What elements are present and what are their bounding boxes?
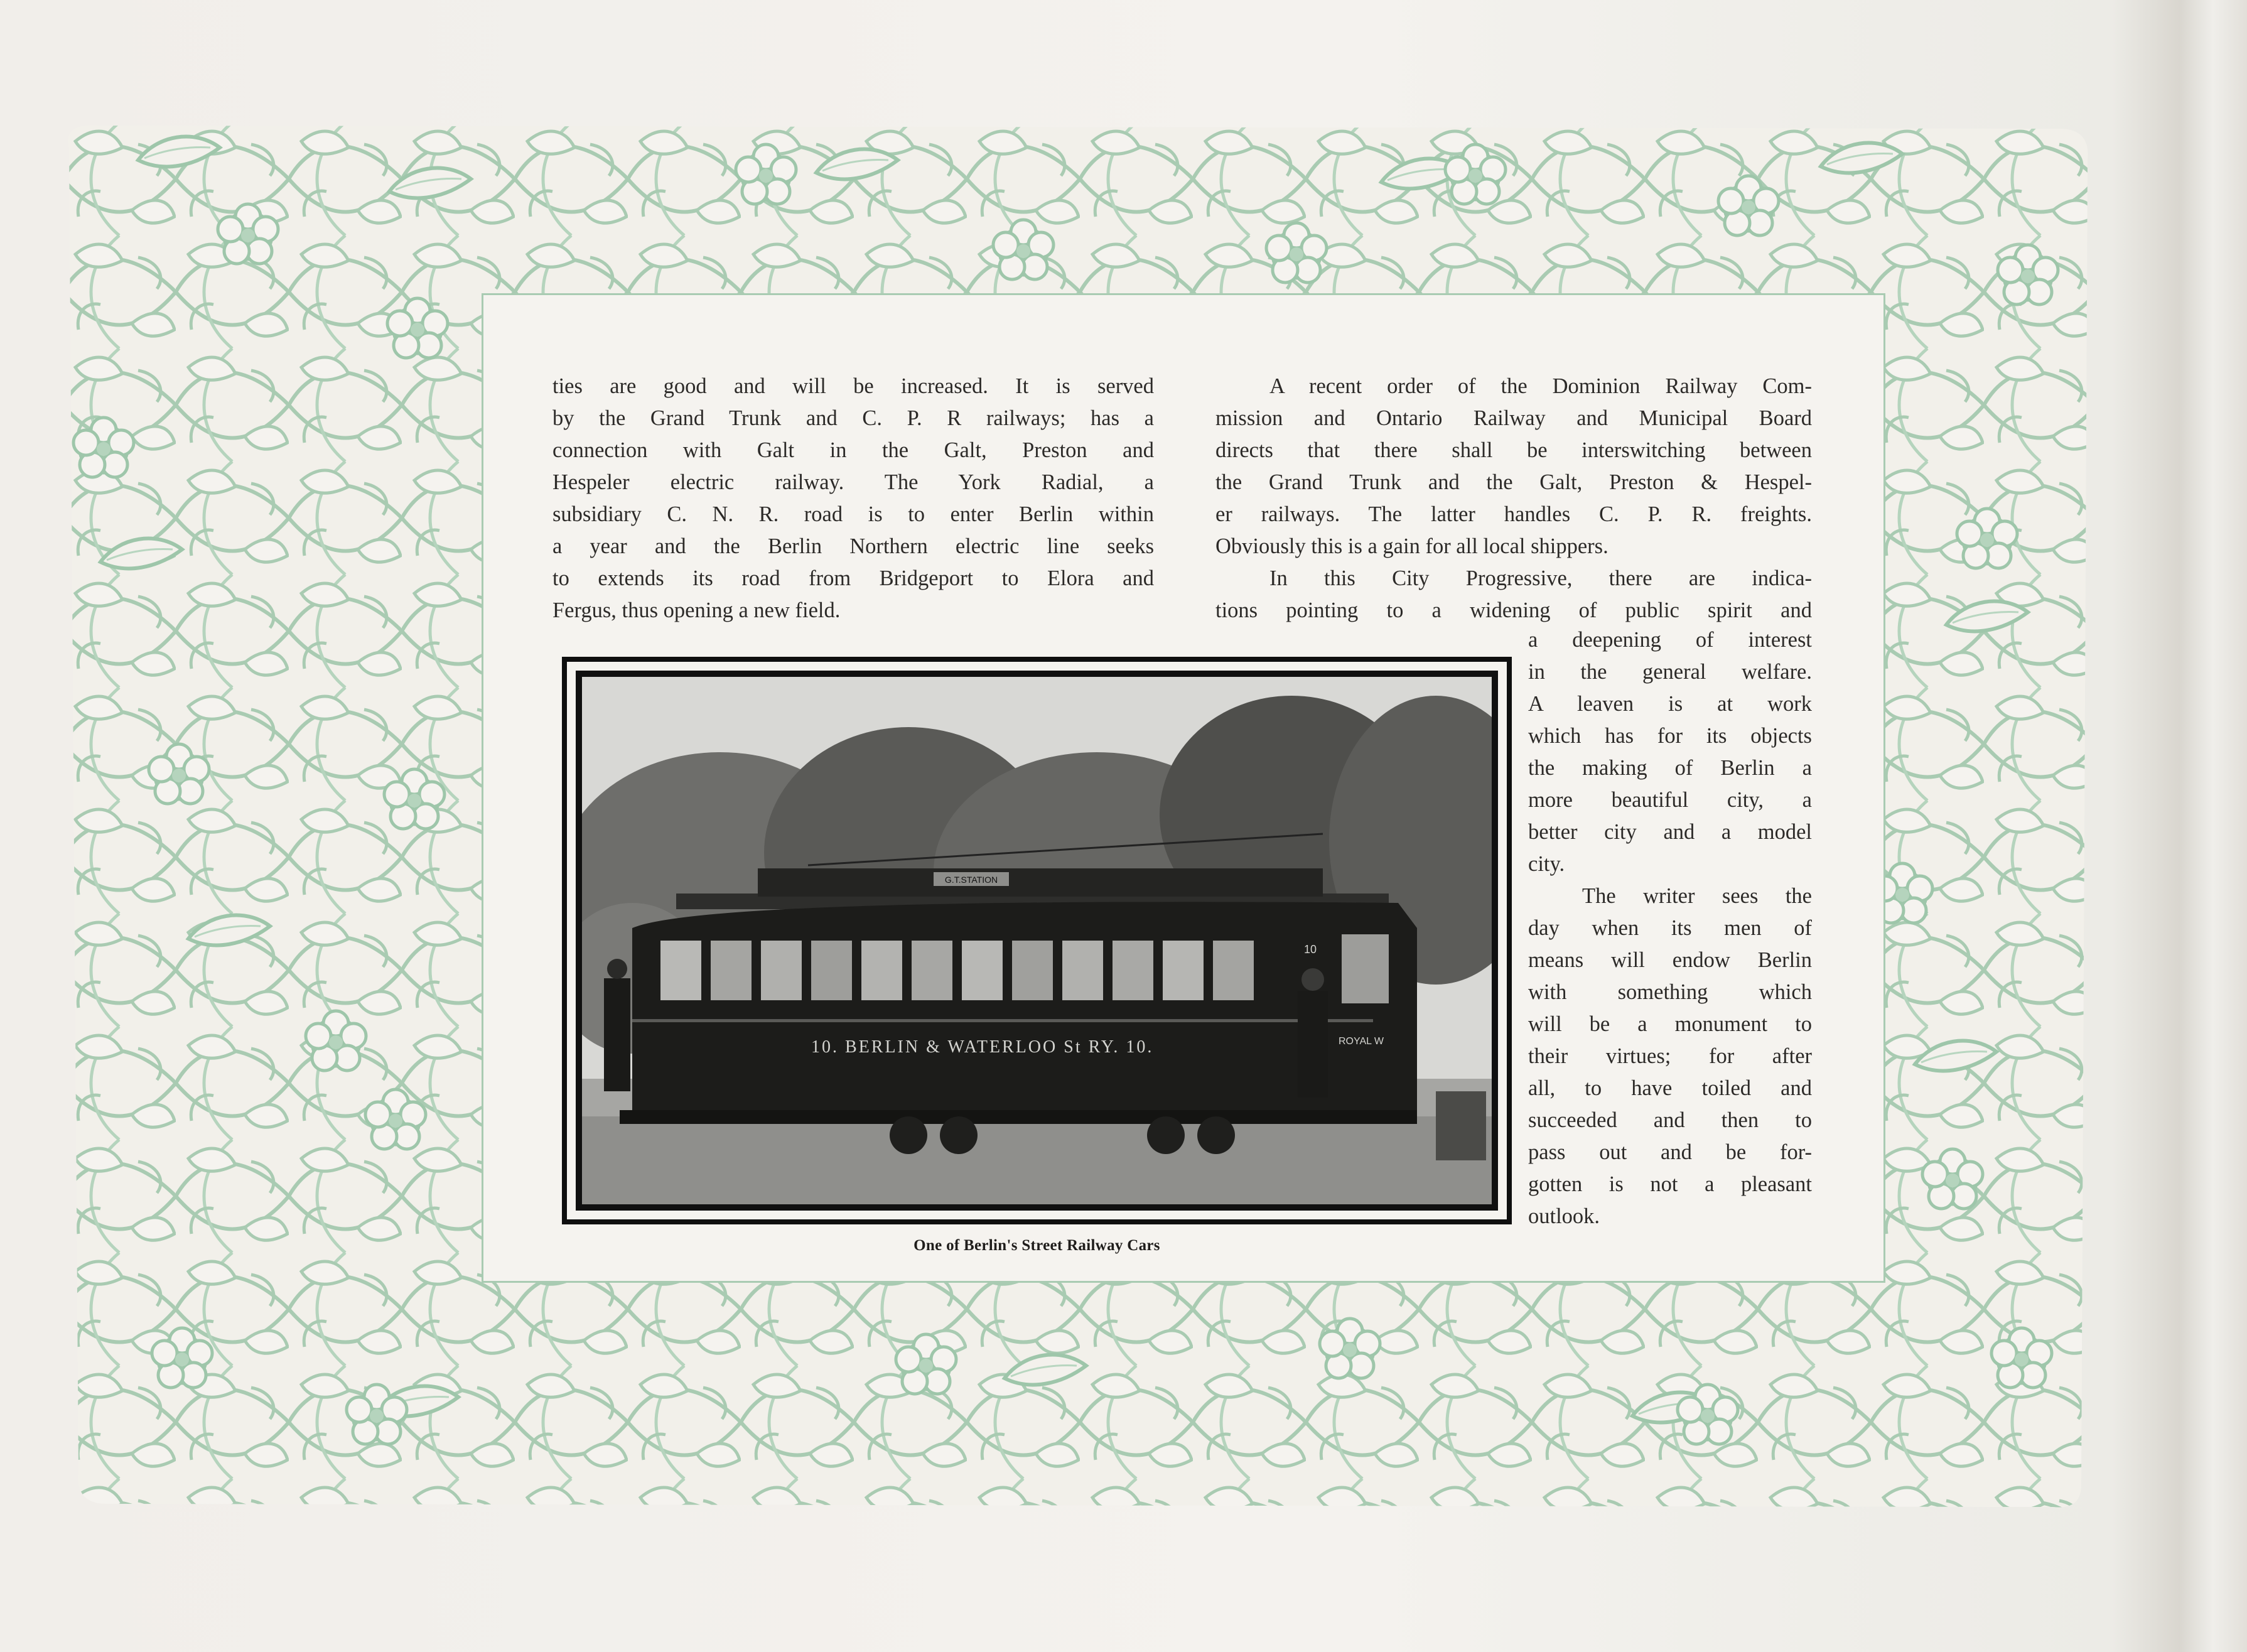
text-line: will be a monument to bbox=[1528, 1012, 1812, 1036]
text-line: a deepening of interest bbox=[1528, 628, 1812, 652]
text-line: which has for its objects bbox=[1528, 724, 1812, 748]
left-column-text bbox=[552, 370, 1154, 627]
photo-caption: One of Berlin's Street Railway Cars bbox=[913, 1237, 1160, 1254]
text-line: all, to have toiled and bbox=[1528, 1076, 1812, 1100]
text-line: by the Grand Trunk and C. P. R railways; has a bbox=[552, 406, 1154, 430]
text-line: The writer sees the bbox=[1582, 884, 1812, 908]
text-line: the Grand Trunk and the Galt, Preston & Hespel- bbox=[1215, 470, 1812, 494]
text-line: the making of Berlin a bbox=[1528, 756, 1812, 780]
text-line: subsidiary C. N. R. road is to enter Berlin within bbox=[552, 502, 1154, 526]
end-sign-text: ROYAL W bbox=[1339, 1036, 1384, 1047]
text-line: er railways. The latter handles C. P. R. freights. bbox=[1215, 502, 1812, 526]
text-line: succeeded and then to bbox=[1528, 1108, 1812, 1132]
text-line: Fergus, thus opening a new field. bbox=[552, 598, 841, 622]
photo-frame bbox=[562, 657, 1512, 1224]
text-line: means will endow Berlin bbox=[1528, 948, 1812, 972]
streetcar-photograph bbox=[582, 677, 1492, 1204]
text-line: outlook. bbox=[1528, 1204, 1600, 1228]
text-line: pass out and be for- bbox=[1528, 1140, 1812, 1164]
text-line: a year and the Berlin Northern electric line seeks bbox=[552, 534, 1154, 558]
text-line: day when its men of bbox=[1528, 916, 1812, 940]
text-line: tions pointing to a widening of public spirit and bbox=[1215, 598, 1812, 622]
text-line: more beautiful city, a bbox=[1528, 788, 1812, 812]
text-line: Obviously this is a gain for all local shippers. bbox=[1215, 534, 1608, 558]
text-line: Hespeler electric railway. The York Radial, a bbox=[552, 470, 1154, 494]
right-column-narrow-text bbox=[1528, 624, 1812, 1233]
text-line: in the general welfare. bbox=[1528, 660, 1812, 684]
text-line: their virtues; for after bbox=[1528, 1044, 1812, 1068]
text-line: mission and Ontario Railway and Municipal Board bbox=[1215, 406, 1812, 430]
text-line: A leaven is at work bbox=[1528, 692, 1812, 716]
car-side-lettering: 10. BERLIN & WATERLOO St RY. 10. bbox=[811, 1037, 1154, 1057]
text-line: to extends its road from Bridgeport to Elora and bbox=[552, 566, 1154, 590]
figure-right bbox=[1298, 991, 1328, 1098]
end-number-text: 10 bbox=[1304, 943, 1317, 956]
text-line: A recent order of the Dominion Railway Com- bbox=[1269, 374, 1812, 398]
text-line: gotten is not a pleasant bbox=[1528, 1172, 1812, 1196]
text-line: In this City Progressive, there are indica- bbox=[1269, 566, 1812, 590]
roof-sign-text: G.T.STATION bbox=[944, 875, 998, 885]
text-line: connection with Galt in the Galt, Preston and bbox=[552, 438, 1154, 462]
figure-left bbox=[604, 978, 630, 1091]
text-line: directs that there shall be interswitching between bbox=[1215, 438, 1812, 462]
text-line: better city and a model bbox=[1528, 820, 1812, 844]
text-line: with something which bbox=[1528, 980, 1812, 1004]
text-line: ties are good and will be increased. It is served bbox=[552, 374, 1154, 398]
text-line: city. bbox=[1528, 852, 1565, 876]
right-column-text bbox=[1215, 370, 1812, 627]
